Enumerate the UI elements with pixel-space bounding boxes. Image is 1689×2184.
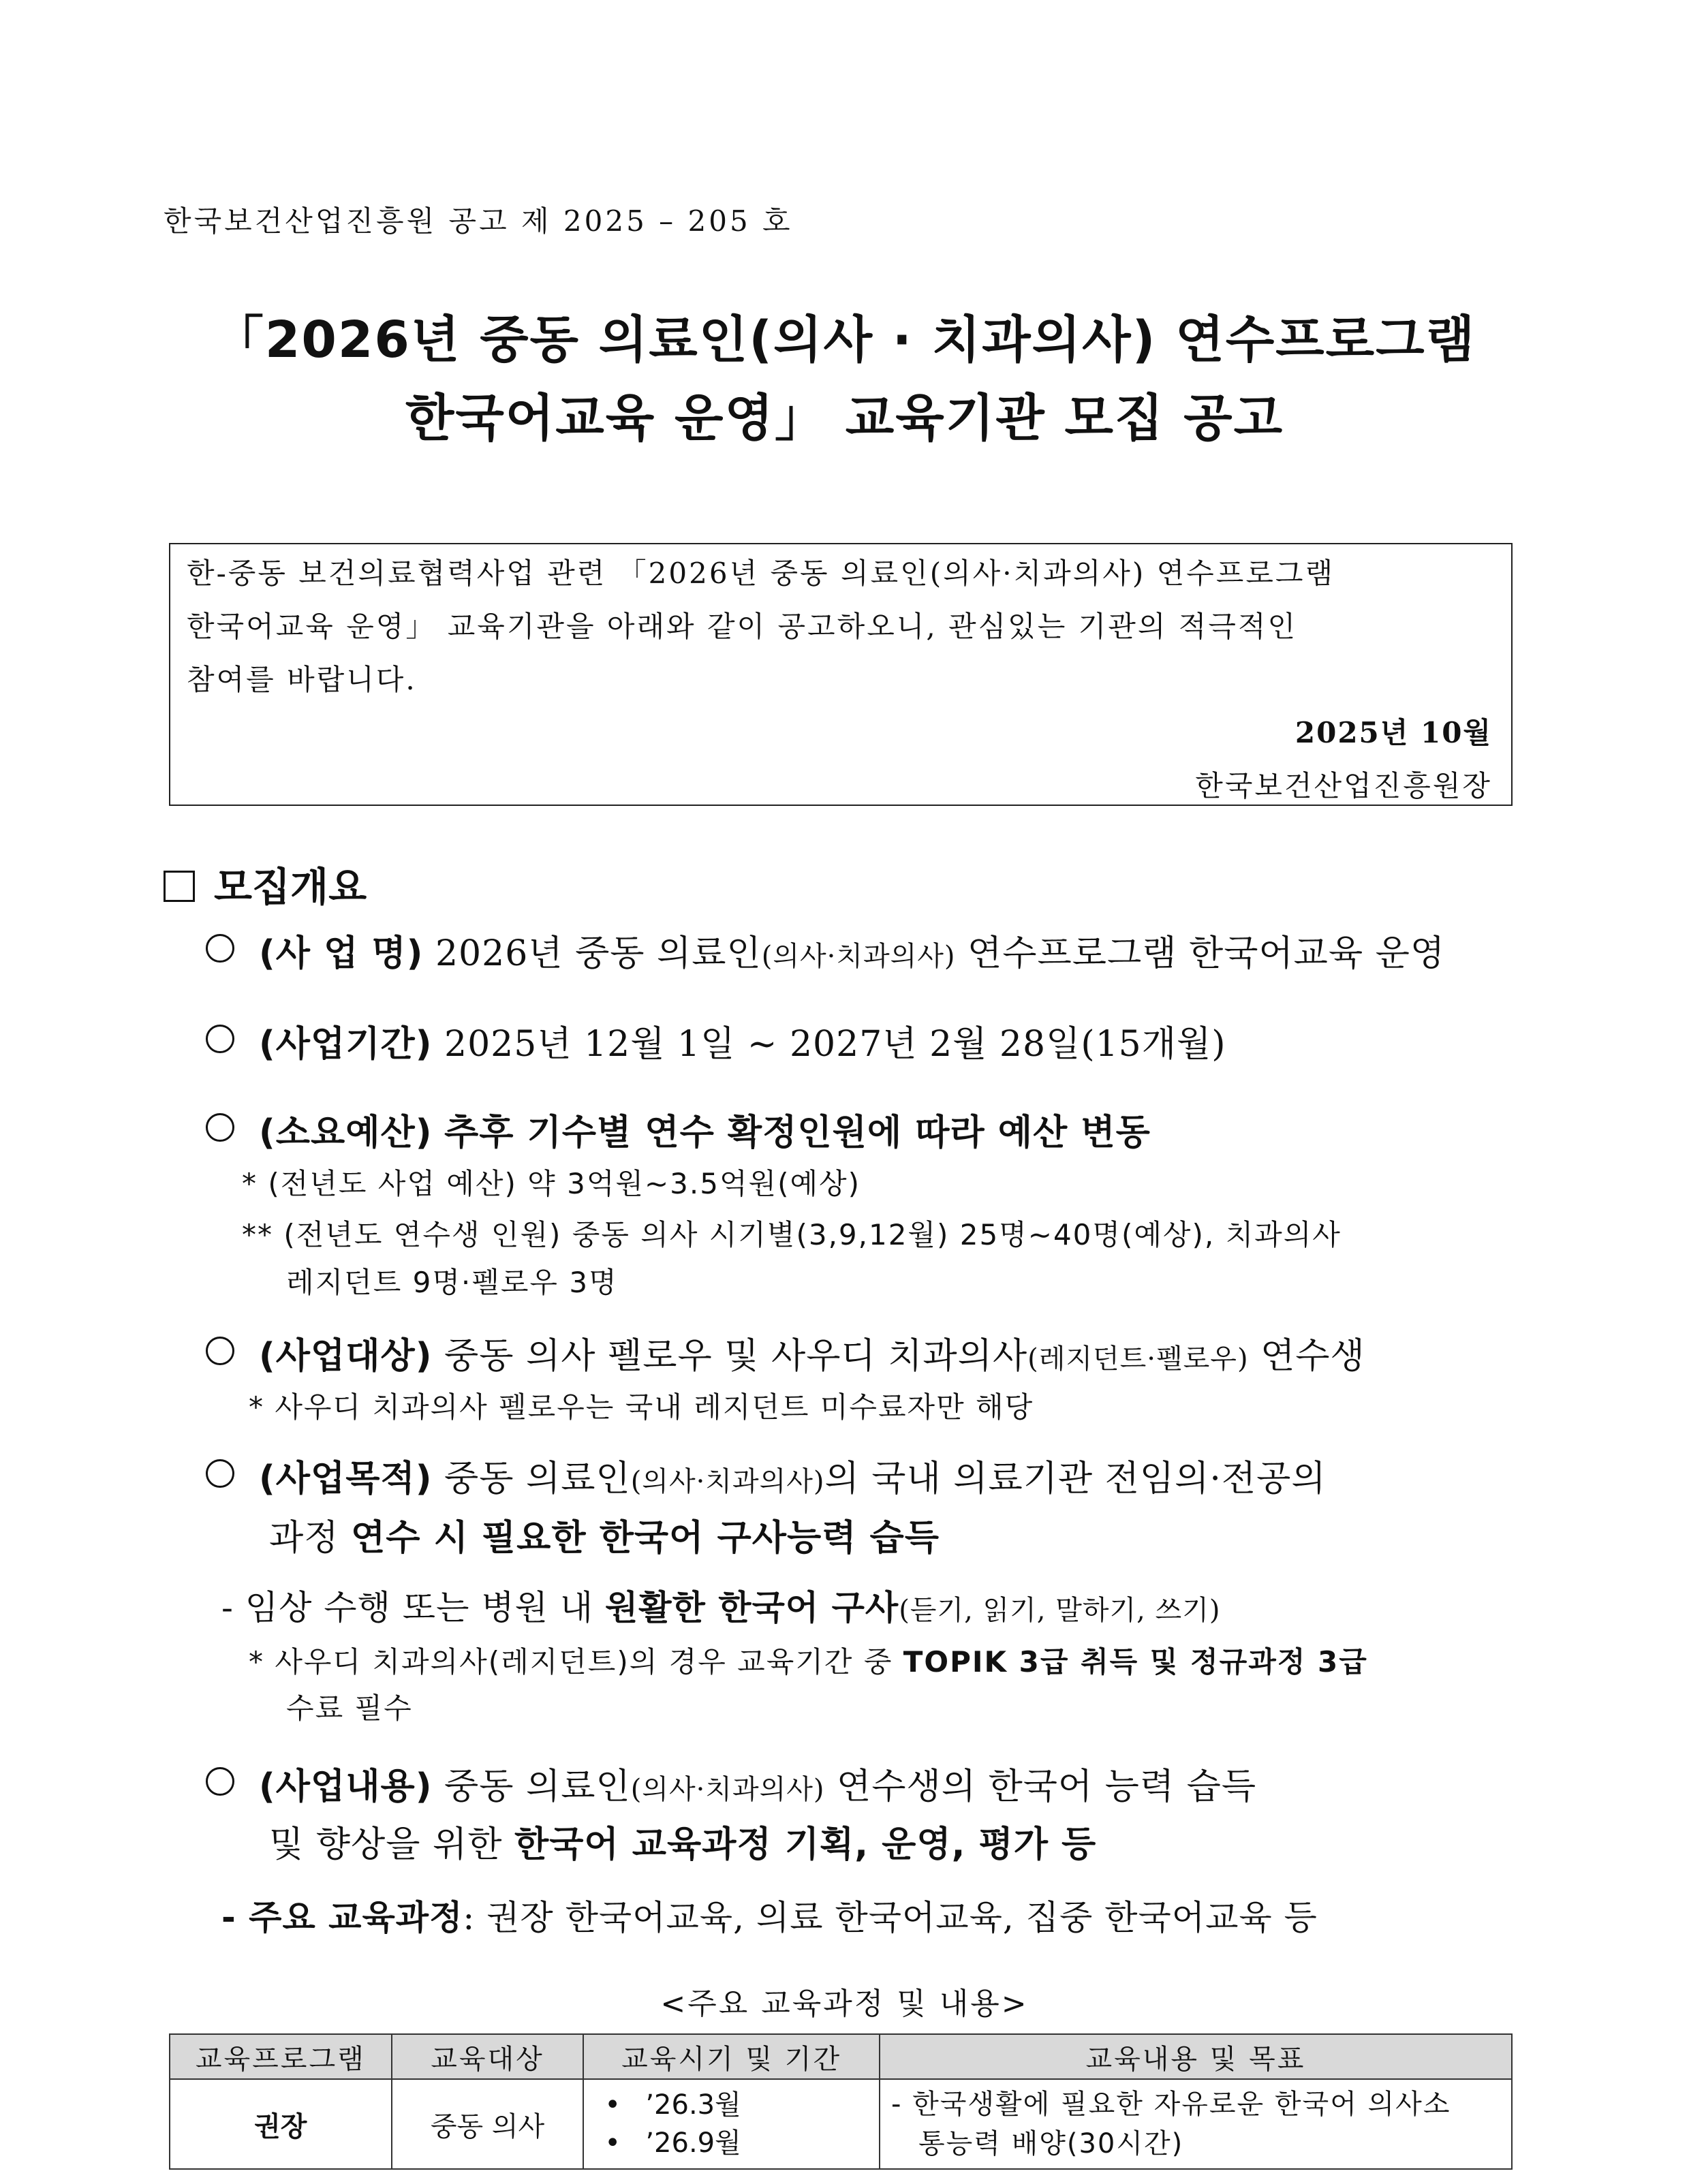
table-caption: <주요 교육과정 및 내용> (660, 1986, 1029, 2021)
item-target (206, 1327, 1365, 1378)
program-cell: 권장 (170, 2079, 392, 2169)
item-purpose (206, 1450, 1327, 1501)
circle-bullet-icon (206, 1337, 234, 1365)
item-text: 중동 의료인 (444, 1458, 631, 1499)
page-title-line-1: 「2026년 중동 의료인(의사 · 치과의사) 연수프로그램 (213, 311, 1476, 369)
issuer-name: 한국보건산업진흥원장 (1195, 769, 1492, 802)
item-text: 연수프로그램 한국어교육 운영 (955, 933, 1446, 974)
item-text: 2025년 12월 1일 ~ 2027년 2월 28일(15개월) (444, 1024, 1226, 1065)
content-line: - 한국생활에 필요한 자유로운 한국어 의사소 (890, 2089, 1451, 2120)
item-text-bold: 한국어 교육과정 기획, 운영, 평가 등 (514, 1824, 1097, 1865)
budget-note-2: ** (전년도 연수생 인원) 중동 의사 시기별(3,9,12월) 25명∼40명(예상), 치과의사 (242, 1218, 1342, 1251)
sub-text: : 권장 한국어교육, 의료 한국어교육, 집중 한국어교육 등 (463, 1898, 1318, 1937)
item-period (206, 1015, 1226, 1066)
sub-text-small: (듣기, 읽기, 말하기, 쓰기) (899, 1595, 1221, 1626)
item-text: 의 국내 의료기관 전임의·전공의 (824, 1458, 1327, 1499)
circle-bullet-icon (206, 934, 234, 963)
content-sub-item (221, 1890, 1318, 1939)
section-heading-text: 모집개요 (214, 864, 367, 910)
item-text: 2026년 중동 의료인 (435, 933, 762, 974)
item-label: (사업내용) (259, 1766, 433, 1807)
content-cell (880, 2079, 1512, 2169)
column-header: 교육시기 및 기간 (583, 2034, 880, 2079)
sub-text-bold: 원활한 한국어 구사 (604, 1588, 899, 1627)
item-purpose-line-2 (269, 1509, 940, 1560)
intro-box (169, 543, 1513, 806)
curriculum-table (169, 2033, 1513, 2170)
item-text: 과정 (269, 1518, 351, 1559)
circle-bullet-icon (206, 1459, 234, 1488)
item-text: 중동 의사 펠로우 및 사우디 치과의사 (444, 1336, 1028, 1377)
intro-line-1: 한-중동 보건의료협력사업 관련 「2026년 중동 의료인(의사·치과의사) 연수프로그램 (187, 557, 1335, 590)
item-label: (사 업 명) (259, 933, 424, 974)
item-budget (206, 1104, 1151, 1155)
section-heading (164, 855, 367, 912)
sub-text: - 임상 수행 또는 병원 내 (221, 1588, 605, 1627)
content-line: 통능력 배양(30시간) (918, 2128, 1184, 2159)
item-text-small: (레지던트·펠로우) (1027, 1343, 1249, 1375)
sub-text-bold: - 주요 교육과정 (221, 1898, 463, 1937)
target-cell: 중동 의사 (392, 2079, 584, 2169)
circle-bullet-icon (206, 1113, 234, 1142)
item-label: (소요예산) (259, 1112, 433, 1153)
circle-bullet-icon (206, 1767, 234, 1796)
square-bullet-icon (164, 871, 195, 902)
item-content (206, 1758, 1256, 1809)
intro-line-3: 참여를 바랍니다. (187, 663, 417, 696)
item-text-small: (의사·치과의사) (761, 941, 956, 972)
period-item: • ’26.3월 (604, 2086, 879, 2124)
note-text-bold: TOPIK 3급 취득 및 정규과정 3급 (903, 1645, 1368, 1679)
notice-date: 2025년 10월 (1295, 716, 1492, 749)
table-header-row (170, 2034, 1512, 2079)
purpose-sub-item (221, 1580, 1220, 1629)
budget-note-1: * (전년도 사업 예산) 약 3억원∼3.5억원(예상) (242, 1167, 861, 1200)
note-text: * 사우디 치과의사(레지던트)의 경우 교육기간 중 (249, 1645, 903, 1679)
notice-number: 한국보건산업진흥원 공고 제 2025 – 205 호 (164, 204, 793, 238)
item-content-line-2 (269, 1815, 1096, 1867)
item-text: 연수생의 한국어 능력 습득 (824, 1766, 1257, 1807)
column-header: 교육내용 및 목표 (880, 2034, 1512, 2079)
item-text-small: (의사·치과의사) (630, 1466, 825, 1497)
item-label: (사업대상) (259, 1336, 433, 1377)
item-label: (사업기간) (259, 1024, 433, 1065)
item-text: 및 향상을 위한 (269, 1824, 514, 1865)
budget-note-2-cont: 레지던트 9명·펠로우 3명 (286, 1266, 618, 1299)
period-cell (583, 2079, 880, 2169)
column-header: 교육프로그램 (170, 2034, 392, 2079)
item-text: 중동 의료인 (444, 1766, 631, 1807)
circle-bullet-icon (206, 1025, 234, 1053)
item-text: 추후 기수별 연수 확정인원에 따라 예산 변동 (444, 1112, 1151, 1153)
column-header: 교육대상 (392, 2034, 584, 2079)
item-text: 연수생 (1248, 1336, 1365, 1377)
period-item: • ’26.9월 (604, 2124, 879, 2162)
table-row (170, 2079, 1512, 2169)
page-title-line-2: 한국어교육 운영」 교육기관 모집 공고 (405, 389, 1284, 448)
item-business-name (206, 924, 1445, 976)
target-note: * 사우디 치과의사 펠로우는 국내 레지던트 미수료자만 해당 (249, 1390, 1034, 1424)
intro-line-2: 한국어교육 운영」 교육기관을 아래와 같이 공고하오니, 관심있는 기관의 적극적인 (187, 610, 1298, 643)
item-label: (사업목적) (259, 1458, 433, 1499)
purpose-note-cont: 수료 필수 (286, 1691, 413, 1725)
item-text-small: (의사·치과의사) (630, 1774, 825, 1805)
purpose-note (249, 1640, 1368, 1681)
item-text-bold: 연수 시 필요한 한국어 구사능력 습득 (351, 1518, 940, 1559)
